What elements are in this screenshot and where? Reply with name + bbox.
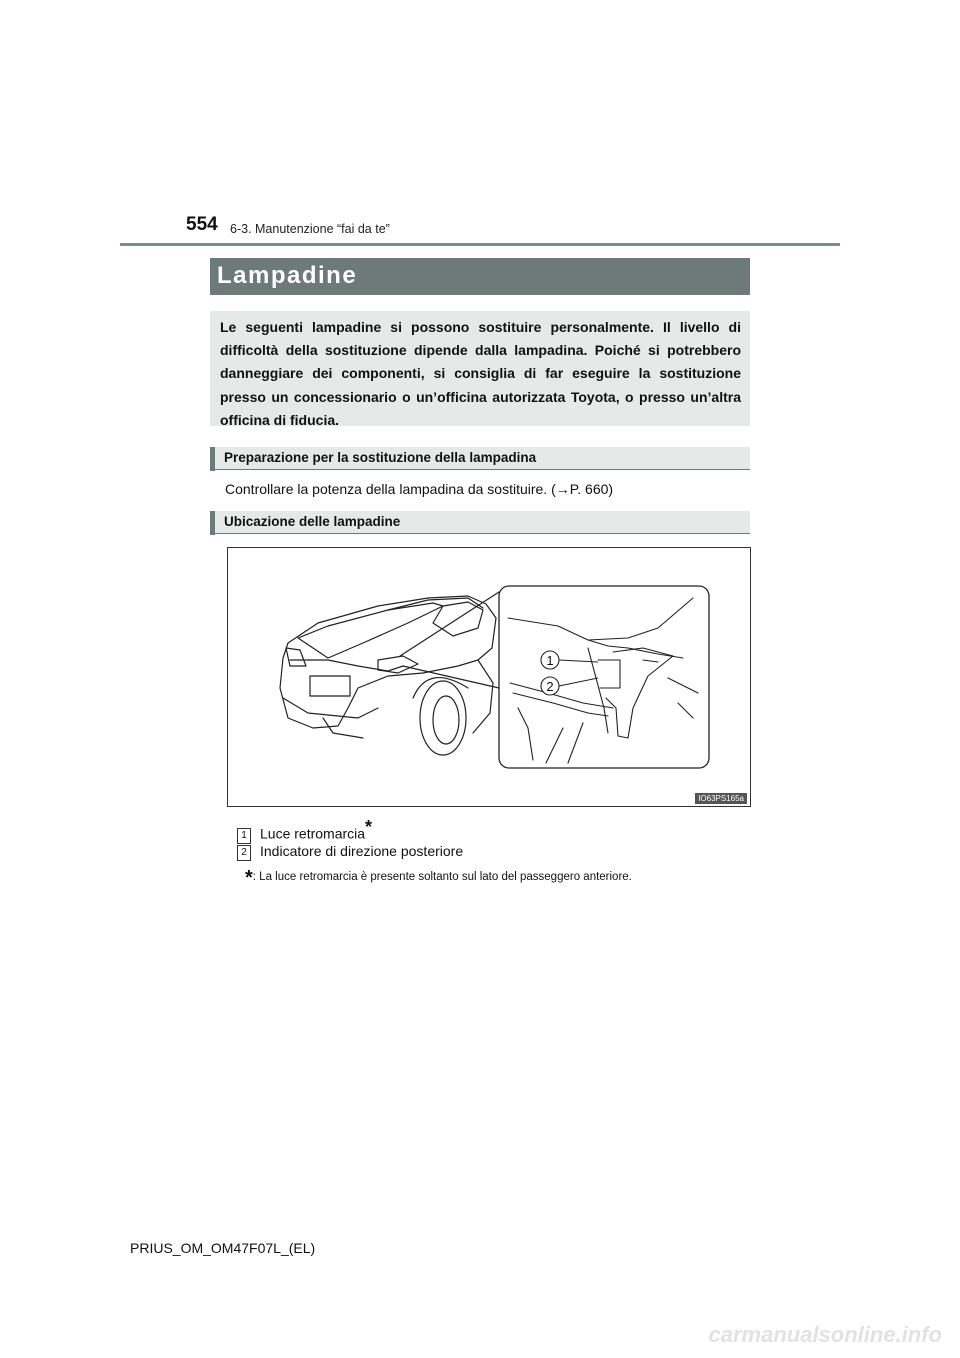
intro-text: Le seguenti lampadine si possono sostituire personalmente. Il livello di difficoltà della sostituzione dipende dalla lampadina. Poiché si potrebbero danneggiare dei componenti, si consiglia di far eseguire la sostituzione presso un concessionario o un’officina autorizzata Toyota, o presso un’altra officina di fiducia. (220, 319, 741, 428)
watermark: carmanualsonline.info (708, 1322, 942, 1347)
legend-label: Luce retromarcia (260, 825, 366, 842)
header-rule (120, 243, 840, 246)
page-number: 554 (186, 214, 218, 235)
figure-frame (227, 547, 751, 807)
car-rear-illustration (228, 548, 750, 806)
subhead-accent (210, 447, 215, 471)
document-id: PRIUS_OM_OM47F07L_(EL) (130, 1240, 316, 1256)
subhead-accent (210, 511, 215, 535)
legend-item-turn-signal (237, 843, 463, 861)
legend-number: 1 (237, 828, 251, 844)
preparation-text: Controllare la potenza della lampadina da sostituire. (→P. 660) (225, 481, 614, 497)
legend-number: 2 (237, 845, 251, 861)
legend-item-reverse-light (237, 817, 372, 844)
legend-label: Indicatore di direzione posteriore (260, 843, 464, 859)
subhead-location (210, 511, 750, 534)
subhead-preparation (210, 447, 750, 470)
footnote-asterisk: * (245, 867, 253, 889)
figure-code: IO63PS165a (695, 793, 747, 804)
legend-asterisk: * (365, 817, 373, 837)
footnote (245, 867, 632, 890)
section-label: 6-3. Manutenzione “fai da te” (230, 222, 390, 236)
callout-1-label: 1 (546, 653, 554, 668)
callout-2-label: 2 (546, 679, 554, 694)
page-title: Lampadine (217, 262, 358, 289)
footnote-text: : La luce retromarcia è presente soltanto sul lato del passeggero anteriore. (252, 871, 632, 883)
subhead-preparation-text: Preparazione per la sostituzione della lampadina (224, 450, 537, 465)
subhead-location-text: Ubicazione delle lampadine (224, 514, 401, 529)
